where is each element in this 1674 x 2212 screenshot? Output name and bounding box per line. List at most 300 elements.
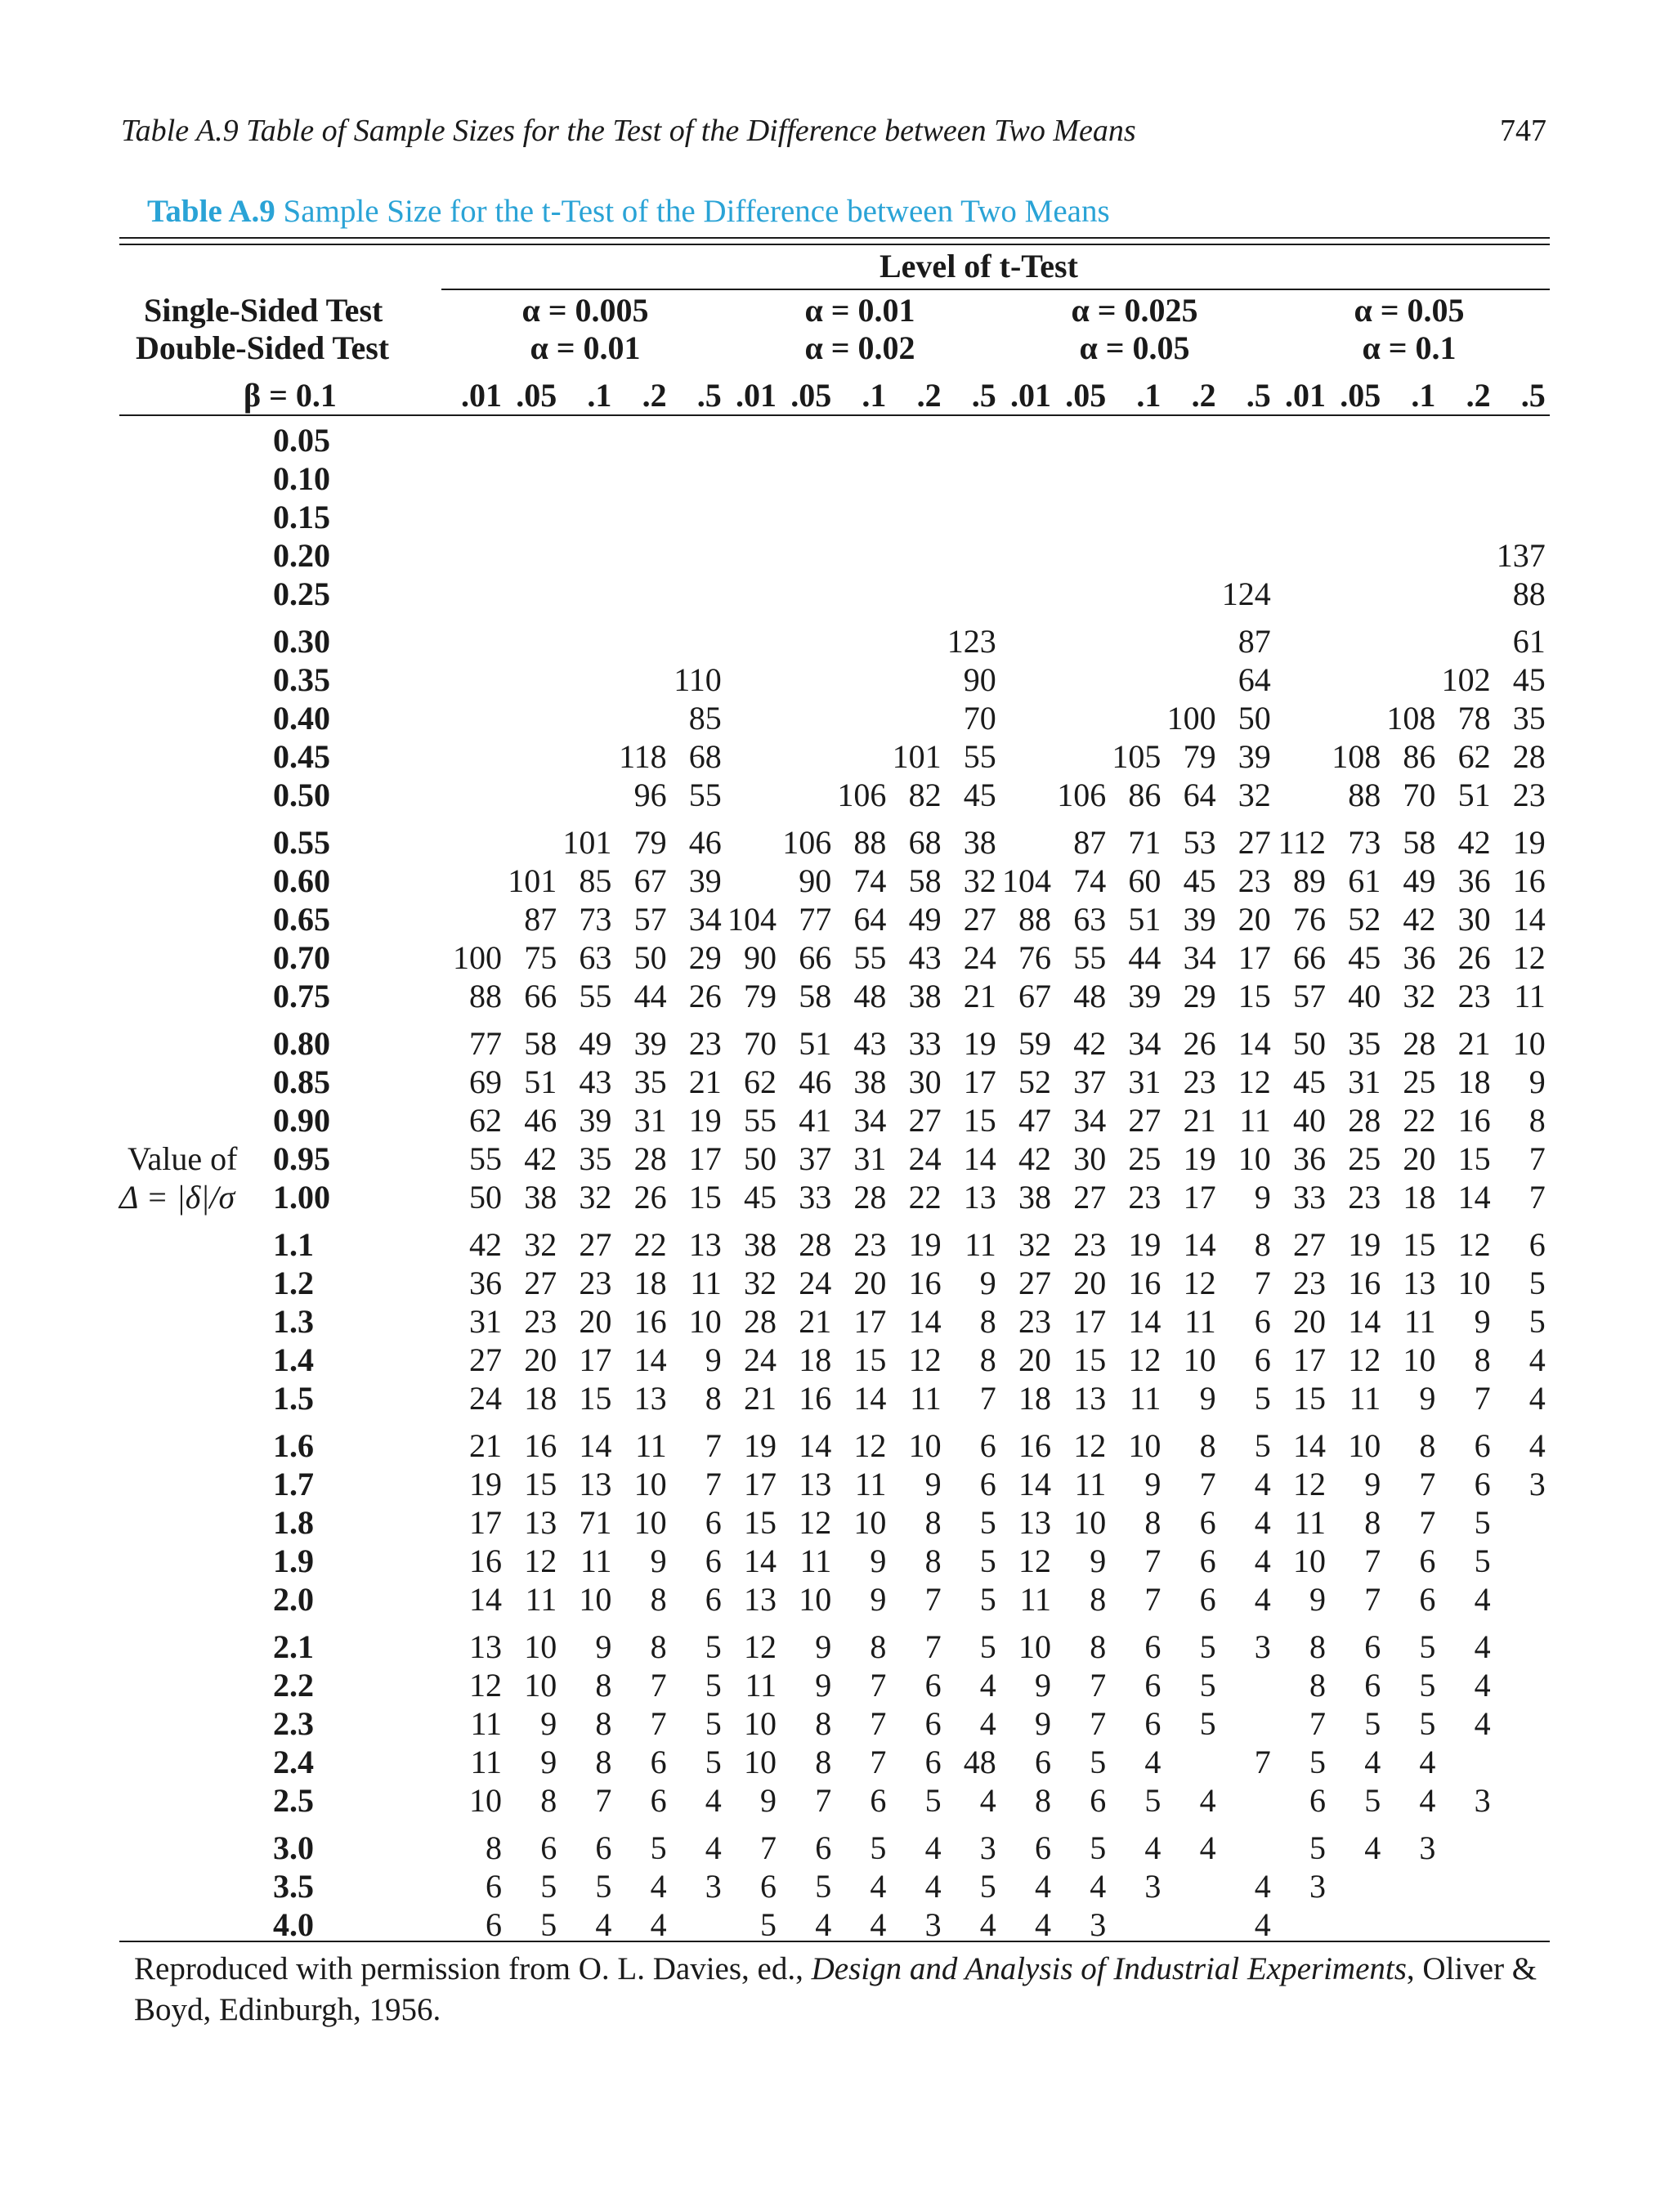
column-header-2: .05 xyxy=(516,377,557,414)
table-cell: 9 xyxy=(650,1543,667,1579)
table-cell: 42 xyxy=(1018,1140,1051,1177)
table-cell: 13 xyxy=(1018,1504,1051,1541)
table-cell: 100 xyxy=(453,939,502,976)
table-cell: 12 xyxy=(1183,1265,1216,1301)
alpha-double-1: α = 0.01 xyxy=(530,329,641,366)
table-cell: 16 xyxy=(1018,1427,1051,1464)
table-cell: 75 xyxy=(524,939,557,976)
table-cell: 15 xyxy=(579,1380,612,1417)
table-cell: 28 xyxy=(799,1226,832,1263)
table-cell: 7 xyxy=(815,1782,832,1819)
row-label-31: 2.1 xyxy=(273,1628,314,1665)
table-cell: 6 xyxy=(1035,1744,1051,1780)
row-label-24: 1.4 xyxy=(273,1341,314,1378)
table-cell: 21 xyxy=(744,1380,777,1417)
table-cell: 28 xyxy=(853,1179,887,1216)
table-cell: 10 xyxy=(853,1504,887,1541)
table-cell: 5 xyxy=(1309,1829,1326,1866)
table-cell: 74 xyxy=(853,862,887,899)
table-cell: 28 xyxy=(1348,1102,1381,1139)
table-cell: 6 xyxy=(1364,1628,1381,1665)
table-cell: 87 xyxy=(524,901,557,938)
table-cell: 5 xyxy=(760,1906,777,1943)
table-cell: 32 xyxy=(1238,777,1271,813)
table-cell: 45 xyxy=(1348,939,1381,976)
table-cell: 5 xyxy=(1090,1829,1107,1866)
table-cell: 88 xyxy=(1348,777,1381,813)
table-cell: 9 xyxy=(1199,1380,1216,1417)
table-cell: 34 xyxy=(853,1102,887,1139)
table-cell: 9 xyxy=(815,1628,832,1665)
table-cell: 12 xyxy=(1238,1063,1271,1100)
table-cell: 23 xyxy=(1183,1063,1216,1100)
table-cell: 13 xyxy=(1073,1380,1107,1417)
table-cell: 6 xyxy=(979,1466,996,1502)
table-cell: 7 xyxy=(1364,1543,1381,1579)
table-cell: 15 xyxy=(1238,978,1271,1014)
table-cell: 23 xyxy=(1293,1265,1326,1301)
table-cell: 8 xyxy=(924,1543,942,1579)
column-header-5: .5 xyxy=(696,377,722,414)
table-cell: 137 xyxy=(1496,537,1546,574)
table-cell: 5 xyxy=(1419,1628,1436,1665)
table-cell: 11 xyxy=(470,1744,502,1780)
table-cell: 15 xyxy=(963,1102,996,1139)
table-cell: 8 xyxy=(815,1744,832,1780)
table-cell: 55 xyxy=(579,978,612,1014)
table-cell: 20 xyxy=(524,1341,557,1378)
table-cell: 7 xyxy=(1474,1380,1491,1417)
table-cell: 7 xyxy=(870,1705,887,1742)
table-cell: 9 xyxy=(1474,1303,1491,1340)
table-cell: 42 xyxy=(1403,901,1436,938)
table-cell: 15 xyxy=(1403,1226,1436,1263)
alpha-single-3: α = 0.025 xyxy=(1071,292,1198,329)
table-cell: 77 xyxy=(799,901,832,938)
footnote xyxy=(134,1949,1573,2031)
table-cell: 4 xyxy=(979,1782,996,1819)
table-cell: 55 xyxy=(1073,939,1107,976)
table-cell: 11 xyxy=(745,1667,777,1704)
table-cell: 7 xyxy=(1199,1466,1216,1502)
table-cell: 26 xyxy=(1183,1025,1216,1062)
table-cell: 4 xyxy=(705,1829,722,1866)
table-cell: 20 xyxy=(1238,901,1271,938)
table-cell: 7 xyxy=(760,1829,777,1866)
table-cell: 35 xyxy=(1512,700,1546,737)
table-cell: 123 xyxy=(947,623,996,660)
table-cell: 102 xyxy=(1441,661,1491,698)
row-label-4: 0.20 xyxy=(273,537,330,574)
table-cell: 10 xyxy=(524,1628,557,1665)
table-cell: 59 xyxy=(1018,1025,1051,1062)
table-cell: 3 xyxy=(979,1829,996,1866)
table-cell: 43 xyxy=(579,1063,612,1100)
table-cell: 6 xyxy=(1254,1303,1271,1340)
table-cell: 23 xyxy=(1073,1226,1107,1263)
table-cell: 68 xyxy=(688,738,722,775)
table-cell: 45 xyxy=(963,777,996,813)
table-cell: 39 xyxy=(1183,901,1216,938)
table-cell: 17 xyxy=(1238,939,1271,976)
table-cell: 14 xyxy=(1183,1226,1216,1263)
table-cell: 19 xyxy=(908,1226,942,1263)
table-cell: 7 xyxy=(870,1667,887,1704)
table-cell: 43 xyxy=(853,1025,887,1062)
table-cell: 15 xyxy=(524,1466,557,1502)
table-cell: 27 xyxy=(1293,1226,1326,1263)
table-cell: 7 xyxy=(1144,1581,1162,1618)
table-cell: 79 xyxy=(744,978,777,1014)
table-cell: 6 xyxy=(1144,1628,1162,1665)
table-cell: 3 xyxy=(1309,1868,1326,1905)
table-cell: 4 xyxy=(1529,1380,1546,1417)
table-cell: 4 xyxy=(1254,1504,1271,1541)
table-cell: 6 xyxy=(486,1906,502,1943)
table-cell: 89 xyxy=(1293,862,1326,899)
table-cell: 34 xyxy=(1128,1025,1162,1062)
table-cell: 13 xyxy=(799,1466,832,1502)
table-cell: 5 xyxy=(1364,1782,1381,1819)
table-cell: 7 xyxy=(1419,1504,1436,1541)
table-cell: 5 xyxy=(705,1744,722,1780)
table-cell: 21 xyxy=(1183,1102,1216,1139)
table-cell: 14 xyxy=(1457,1179,1491,1216)
table-cell: 8 xyxy=(1474,1341,1491,1378)
table-cell: 32 xyxy=(963,862,996,899)
row-label-27: 1.7 xyxy=(273,1466,314,1502)
table-cell: 87 xyxy=(1073,824,1107,861)
table-cell: 49 xyxy=(908,901,942,938)
table-cell: 4 xyxy=(595,1906,612,1943)
table-cell: 7 xyxy=(1529,1140,1546,1177)
table-cell: 39 xyxy=(1128,978,1162,1014)
table-cell: 8 xyxy=(650,1581,667,1618)
table-cell: 70 xyxy=(1403,777,1436,813)
table-cell: 58 xyxy=(524,1025,557,1062)
row-label-35: 2.5 xyxy=(273,1782,314,1819)
table-cell: 8 xyxy=(1199,1427,1216,1464)
table-cell: 39 xyxy=(579,1102,612,1139)
table-cell: 73 xyxy=(1348,824,1381,861)
table-cell: 32 xyxy=(524,1226,557,1263)
table-cell: 21 xyxy=(469,1427,502,1464)
table-cell: 46 xyxy=(799,1063,832,1100)
footnote-title: Design and Analysis of Industrial Experiments xyxy=(811,1951,1407,1986)
table-cell: 7 xyxy=(705,1427,722,1464)
table-cell: 27 xyxy=(1018,1265,1051,1301)
table-cell: 32 xyxy=(744,1265,777,1301)
table-cell: 24 xyxy=(799,1265,832,1301)
table-cell: 6 xyxy=(1419,1543,1436,1579)
table-cell: 19 xyxy=(963,1025,996,1062)
table-cell: 106 xyxy=(782,824,832,861)
table-cell: 32 xyxy=(1018,1226,1051,1263)
column-header-10: .5 xyxy=(971,377,996,414)
row-label-11: 0.55 xyxy=(273,824,330,861)
table-cell: 21 xyxy=(963,978,996,1014)
table-cell: 62 xyxy=(469,1102,502,1139)
table-cell: 12 xyxy=(1512,939,1546,976)
table-cell: 14 xyxy=(1512,901,1546,938)
table-cell: 16 xyxy=(1512,862,1546,899)
table-cell: 4 xyxy=(1144,1744,1162,1780)
table-cell: 4 xyxy=(1419,1782,1436,1819)
table-cell: 7 xyxy=(595,1782,612,1819)
table-cell: 8 xyxy=(1254,1226,1271,1263)
table-cell: 7 xyxy=(1090,1667,1107,1704)
table-cell: 27 xyxy=(1128,1102,1162,1139)
table-cell: 5 xyxy=(705,1628,722,1665)
table-cell: 112 xyxy=(1278,824,1326,861)
table-cell: 27 xyxy=(1073,1179,1107,1216)
table-cell: 32 xyxy=(1403,978,1436,1014)
table-cell: 63 xyxy=(1073,901,1107,938)
table-cell: 4 xyxy=(705,1782,722,1819)
table-cell: 16 xyxy=(1348,1265,1381,1301)
table-cell: 30 xyxy=(1457,901,1491,938)
table-cell: 38 xyxy=(963,824,996,861)
table-cell: 11 xyxy=(525,1581,557,1618)
table-cell: 7 xyxy=(1309,1705,1326,1742)
table-cell: 57 xyxy=(633,901,667,938)
table-cell: 11 xyxy=(910,1380,942,1417)
table-cell: 9 xyxy=(1309,1581,1326,1618)
table-cell: 8 xyxy=(705,1380,722,1417)
row-label-6: 0.30 xyxy=(273,623,330,660)
table-cell: 5 xyxy=(815,1868,832,1905)
table-cell: 52 xyxy=(1348,901,1381,938)
table-cell: 3 xyxy=(705,1868,722,1905)
row-label-29: 1.9 xyxy=(273,1543,314,1579)
table-cell: 47 xyxy=(1018,1102,1051,1139)
table-cell: 100 xyxy=(1166,700,1216,737)
table-cell: 30 xyxy=(908,1063,942,1100)
table-cell: 15 xyxy=(1073,1341,1107,1378)
table-cell: 4 xyxy=(1035,1906,1051,1943)
table-cell: 37 xyxy=(799,1140,832,1177)
table-cell: 9 xyxy=(1090,1543,1107,1579)
table-cell: 60 xyxy=(1128,862,1162,899)
table-cell: 6 xyxy=(650,1744,667,1780)
table-cell: 11 xyxy=(690,1265,722,1301)
table-cell: 31 xyxy=(1128,1063,1162,1100)
table-cell: 3 xyxy=(924,1906,942,1943)
table-cell: 6 xyxy=(1364,1667,1381,1704)
table-cell: 96 xyxy=(633,777,667,813)
table-cell: 6 xyxy=(979,1427,996,1464)
table-cell: 6 xyxy=(760,1868,777,1905)
row-label-20: 1.00 xyxy=(273,1179,330,1216)
table-cell: 57 xyxy=(1293,978,1326,1014)
table-cell: 3 xyxy=(1144,1868,1162,1905)
table-cell: 6 xyxy=(924,1744,942,1780)
row-label-32: 2.2 xyxy=(273,1667,314,1704)
table-cell: 51 xyxy=(524,1063,557,1100)
table-cell: 16 xyxy=(524,1427,557,1464)
table-cell: 23 xyxy=(1018,1303,1051,1340)
table-cell: 44 xyxy=(633,978,667,1014)
table-cell: 5 xyxy=(979,1543,996,1579)
table-cell: 76 xyxy=(1293,901,1326,938)
table-cell: 14 xyxy=(579,1427,612,1464)
table-cell: 14 xyxy=(908,1303,942,1340)
table-cell: 4 xyxy=(1529,1427,1546,1464)
table-cell: 22 xyxy=(633,1226,667,1263)
table-cell: 4 xyxy=(870,1868,887,1905)
table-cell: 5 xyxy=(1090,1744,1107,1780)
table-cell: 9 xyxy=(924,1466,942,1502)
table-cell: 4 xyxy=(1254,1543,1271,1579)
table-cell: 29 xyxy=(688,939,722,976)
table-cell: 4 xyxy=(1529,1341,1546,1378)
table-cell: 5 xyxy=(979,1504,996,1541)
table-cell: 11 xyxy=(1184,1303,1216,1340)
table-cell: 15 xyxy=(853,1341,887,1378)
table-cell: 50 xyxy=(1293,1025,1326,1062)
table-cell: 8 xyxy=(924,1504,942,1541)
table-cell: 63 xyxy=(579,939,612,976)
table-cell: 78 xyxy=(1457,700,1491,737)
table-cell: 10 xyxy=(524,1667,557,1704)
table-cell: 22 xyxy=(908,1179,942,1216)
table-cell: 11 xyxy=(1019,1581,1051,1618)
row-label-13: 0.65 xyxy=(273,901,330,938)
table-cell: 71 xyxy=(579,1504,612,1541)
table-cell: 42 xyxy=(1457,824,1491,861)
table-cell: 13 xyxy=(524,1504,557,1541)
table-cell: 101 xyxy=(562,824,612,861)
table-cell: 8 xyxy=(650,1628,667,1665)
table-cell: 28 xyxy=(1403,1025,1436,1062)
table-cell: 9 xyxy=(870,1543,887,1579)
table-cell: 20 xyxy=(1073,1265,1107,1301)
table-cell: 8 xyxy=(815,1705,832,1742)
table-cell: 10 xyxy=(1073,1504,1107,1541)
table-cell: 20 xyxy=(853,1265,887,1301)
column-header-1: .01 xyxy=(461,377,502,414)
table-cell: 106 xyxy=(1057,777,1107,813)
table-cell: 34 xyxy=(1073,1102,1107,1139)
table-cell: 7 xyxy=(1364,1581,1381,1618)
table-cell: 14 xyxy=(744,1543,777,1579)
table-cell: 10 xyxy=(1018,1628,1051,1665)
table-cell: 36 xyxy=(1403,939,1436,976)
table-cell: 4 xyxy=(1364,1829,1381,1866)
table-cell: 11 xyxy=(854,1466,887,1502)
table-cell: 6 xyxy=(924,1705,942,1742)
table-cell: 13 xyxy=(469,1628,502,1665)
table-cell: 5 xyxy=(595,1868,612,1905)
table-cell: 5 xyxy=(1529,1265,1546,1301)
table-cell: 64 xyxy=(1183,777,1216,813)
table-cell: 9 xyxy=(979,1265,996,1301)
table-cell: 36 xyxy=(1293,1140,1326,1177)
table-cell: 23 xyxy=(524,1303,557,1340)
table-cell: 4 xyxy=(1254,1906,1271,1943)
table-cell: 85 xyxy=(688,700,722,737)
table-cell: 86 xyxy=(1128,777,1162,813)
table-cell: 9 xyxy=(1529,1063,1546,1100)
table-cell: 69 xyxy=(469,1063,502,1100)
table-cell: 10 xyxy=(1457,1265,1491,1301)
table-cell: 4 xyxy=(1364,1744,1381,1780)
alpha-double-3: α = 0.05 xyxy=(1079,329,1190,366)
table-cell: 8 xyxy=(870,1628,887,1665)
table-cell: 13 xyxy=(963,1179,996,1216)
table-cell: 6 xyxy=(1199,1543,1216,1579)
table-cell: 51 xyxy=(1457,777,1491,813)
table-cell: 104 xyxy=(727,901,777,938)
table-cell: 67 xyxy=(633,862,667,899)
table-cell: 90 xyxy=(963,661,996,698)
table-cell: 45 xyxy=(1293,1063,1326,1100)
table-cell: 3 xyxy=(1474,1782,1491,1819)
table-cell: 20 xyxy=(1403,1140,1436,1177)
table-cell: 5 xyxy=(979,1581,996,1618)
row-label-37: 3.5 xyxy=(273,1868,314,1905)
row-label-16: 0.80 xyxy=(273,1025,330,1062)
table-cell: 10 xyxy=(633,1504,667,1541)
table-cell: 90 xyxy=(799,862,832,899)
table-cell: 61 xyxy=(1512,623,1546,660)
table-cell: 5 xyxy=(979,1868,996,1905)
subheader-underline xyxy=(119,414,1550,416)
table-cell: 32 xyxy=(579,1179,612,1216)
table-cell: 50 xyxy=(633,939,667,976)
table-cell: 11 xyxy=(1074,1466,1107,1502)
table-cell: 14 xyxy=(1348,1303,1381,1340)
table-cell: 66 xyxy=(524,978,557,1014)
row-label-22: 1.2 xyxy=(273,1265,314,1301)
table-cell: 7 xyxy=(924,1581,942,1618)
table-cell: 11 xyxy=(1349,1380,1381,1417)
table-cell: 31 xyxy=(853,1140,887,1177)
table-cell: 5 xyxy=(1199,1628,1216,1665)
table-cell: 9 xyxy=(760,1782,777,1819)
table-cell: 18 xyxy=(1018,1380,1051,1417)
table-cell: 3 xyxy=(1090,1906,1107,1943)
table-cell: 4 xyxy=(1199,1782,1216,1819)
row-label-8: 0.40 xyxy=(273,700,330,737)
table-cell: 5 xyxy=(1309,1744,1326,1780)
table-cell: 27 xyxy=(579,1226,612,1263)
table-cell: 12 xyxy=(799,1504,832,1541)
table-cell: 6 xyxy=(1144,1667,1162,1704)
row-label-9: 0.45 xyxy=(273,738,330,775)
table-cell: 12 xyxy=(1018,1543,1051,1579)
table-cell: 35 xyxy=(633,1063,667,1100)
table-cell: 67 xyxy=(1018,978,1051,1014)
table-cell: 5 xyxy=(1474,1504,1491,1541)
table-cell: 5 xyxy=(705,1667,722,1704)
table-cell: 14 xyxy=(469,1581,502,1618)
table-cell: 45 xyxy=(744,1179,777,1216)
table-cell: 85 xyxy=(579,862,612,899)
table-cell: 24 xyxy=(963,939,996,976)
table-cell: 5 xyxy=(540,1868,557,1905)
table-cell: 23 xyxy=(688,1025,722,1062)
table-cell: 40 xyxy=(1348,978,1381,1014)
table-cell: 18 xyxy=(1457,1063,1491,1100)
table-cell: 12 xyxy=(1348,1341,1381,1378)
table-cell: 104 xyxy=(1002,862,1051,899)
table-cell: 6 xyxy=(1254,1341,1271,1378)
table-cell: 4 xyxy=(650,1906,667,1943)
column-header-13: .1 xyxy=(1136,377,1162,414)
table-cell: 88 xyxy=(853,824,887,861)
table-cell: 14 xyxy=(1018,1466,1051,1502)
